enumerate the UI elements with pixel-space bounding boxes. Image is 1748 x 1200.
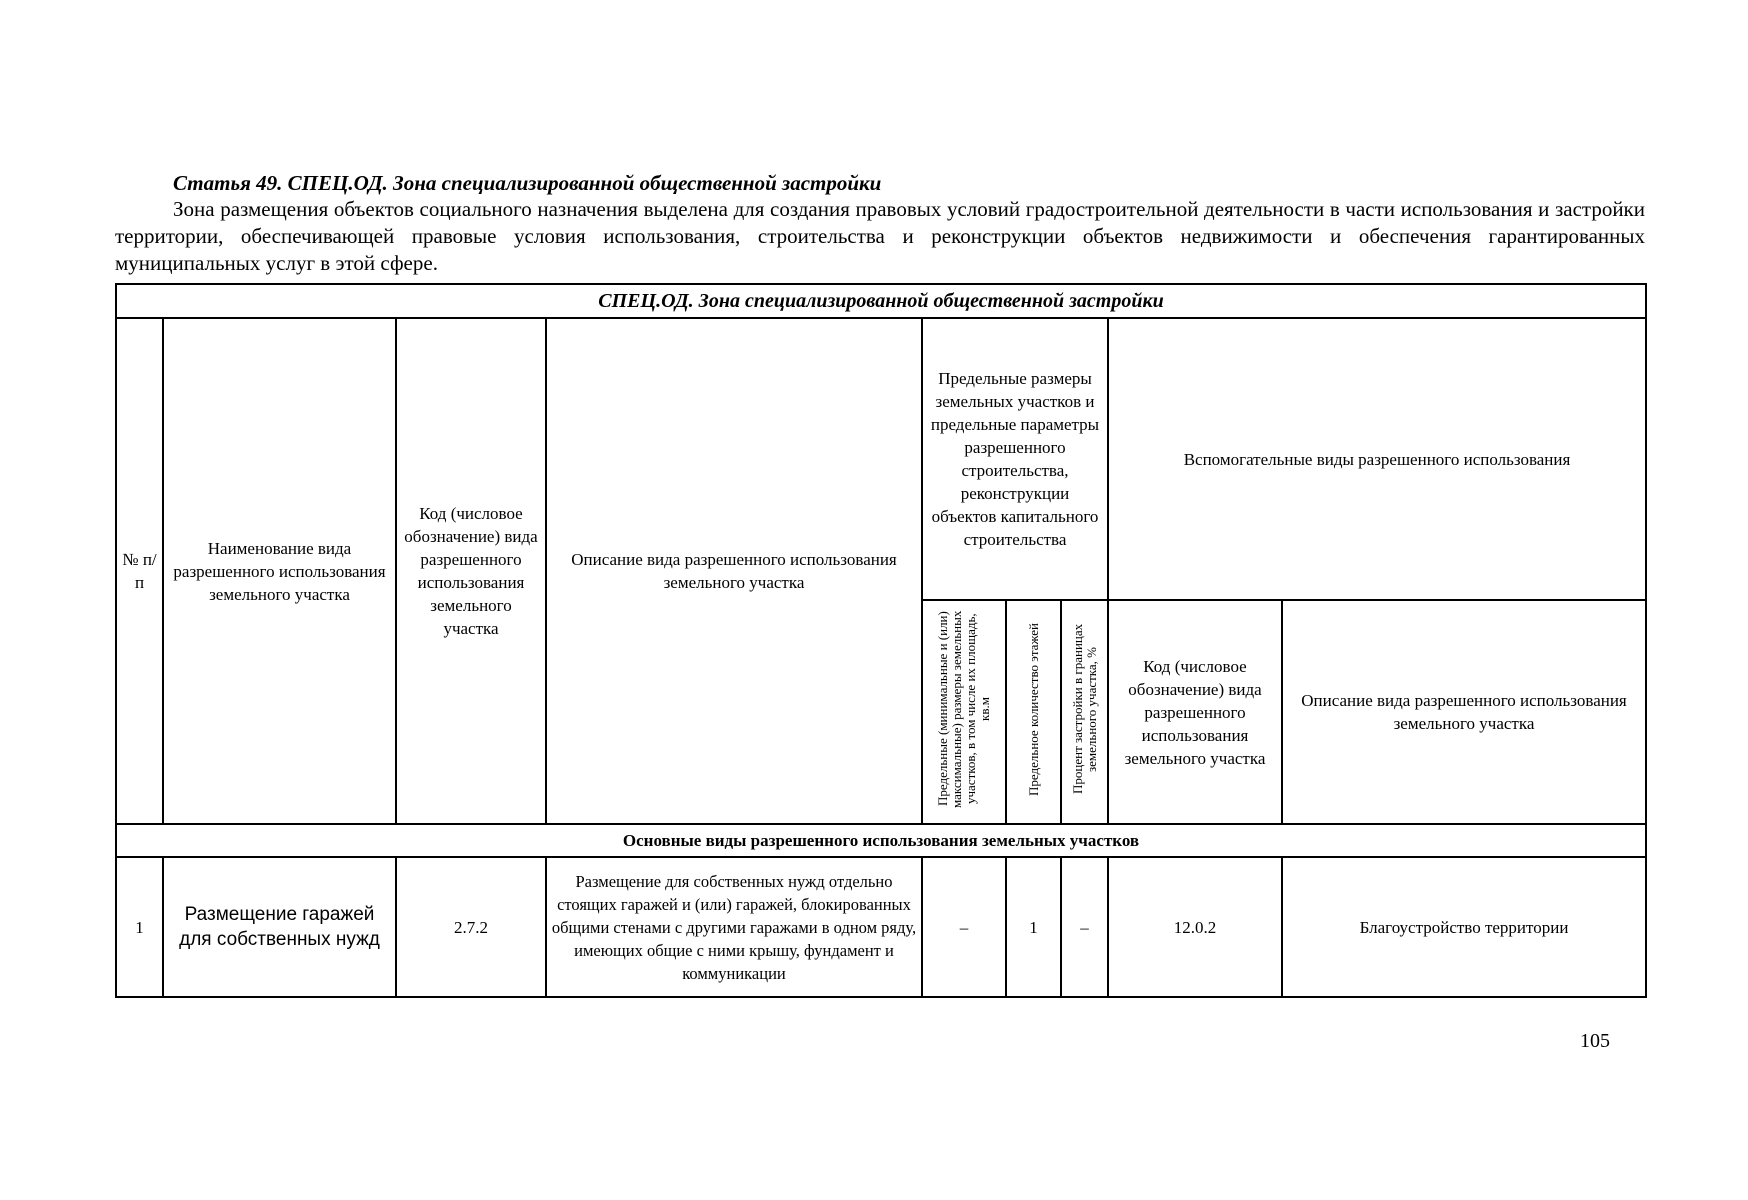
article-title: Статья 49. СПЕЦ.ОД. Зона специализированной общественной застройки <box>173 171 882 195</box>
header-aux-code: Код (числовое обозначение) вида разрешенного использования земельного участка <box>1108 600 1282 824</box>
row-num: 1 <box>116 857 163 997</box>
header-limit-percent-text: Процент застройки в границах земельного участка, % <box>1069 623 1099 795</box>
header-description: Описание вида разрешенного использования земельного участка <box>546 318 922 824</box>
header-limit-floors <box>1006 600 1061 824</box>
row-code: 2.7.2 <box>396 857 546 997</box>
zone-regulations-table <box>115 283 1647 998</box>
section-title: Основные виды разрешенного использования земельных участков <box>116 824 1646 857</box>
header-aux-description: Описание вида разрешенного использования земельного участка <box>1282 600 1646 824</box>
table-row <box>116 857 1646 997</box>
article-intro: Зона размещения объектов социального назначения выделена для создания правовых условий градостроительной деятельности в части использования и застройки территории, обеспечивающей правовые условия использования, строительства и реконструкции объектов недвижимости и обеспечения гарантированных муниципальных услуг в этой сфере. <box>115 197 1645 275</box>
header-num: № п/п <box>116 318 163 824</box>
row-floors: 1 <box>1006 857 1061 997</box>
row-aux-code: 12.0.2 <box>1108 857 1282 997</box>
table-title: СПЕЦ.ОД. Зона специализированной общественной застройки <box>116 284 1646 318</box>
document-page <box>115 170 1645 998</box>
header-limit-area-text: Предельные (минимальные и (или) максимальные) размеры земельных участков, в том числе их площадь, кв.м <box>935 610 992 808</box>
header-limit-floors-text: Предельное количество этажей <box>1025 622 1041 796</box>
row-area: – <box>922 857 1006 997</box>
row-name: Размещение гаражей для собственных нужд <box>163 857 396 997</box>
header-limit-area <box>922 600 1006 824</box>
header-code: Код (числовое обозначение) вида разрешенного использования земельного участка <box>396 318 546 824</box>
header-aux: Вспомогательные виды разрешенного использования <box>1108 318 1646 600</box>
row-aux-description: Благоустройство территории <box>1282 857 1646 997</box>
page-number: 105 <box>1580 1030 1610 1052</box>
row-description: Размещение для собственных нужд отдельно стоящих гаражей и (или) гаражей, блокированных общими стенами с другими гаражами в одном ряду, имеющих общие с ними крышу, фундамент и коммуникации <box>546 857 922 997</box>
row-percent: – <box>1061 857 1108 997</box>
header-limits: Предельные размеры земельных участков и предельные параметры разрешенного строительства, реконструкции объектов капитального строительства <box>922 318 1108 600</box>
header-limit-percent <box>1061 600 1108 824</box>
header-name: Наименование вида разрешенного использования земельного участка <box>163 318 396 824</box>
